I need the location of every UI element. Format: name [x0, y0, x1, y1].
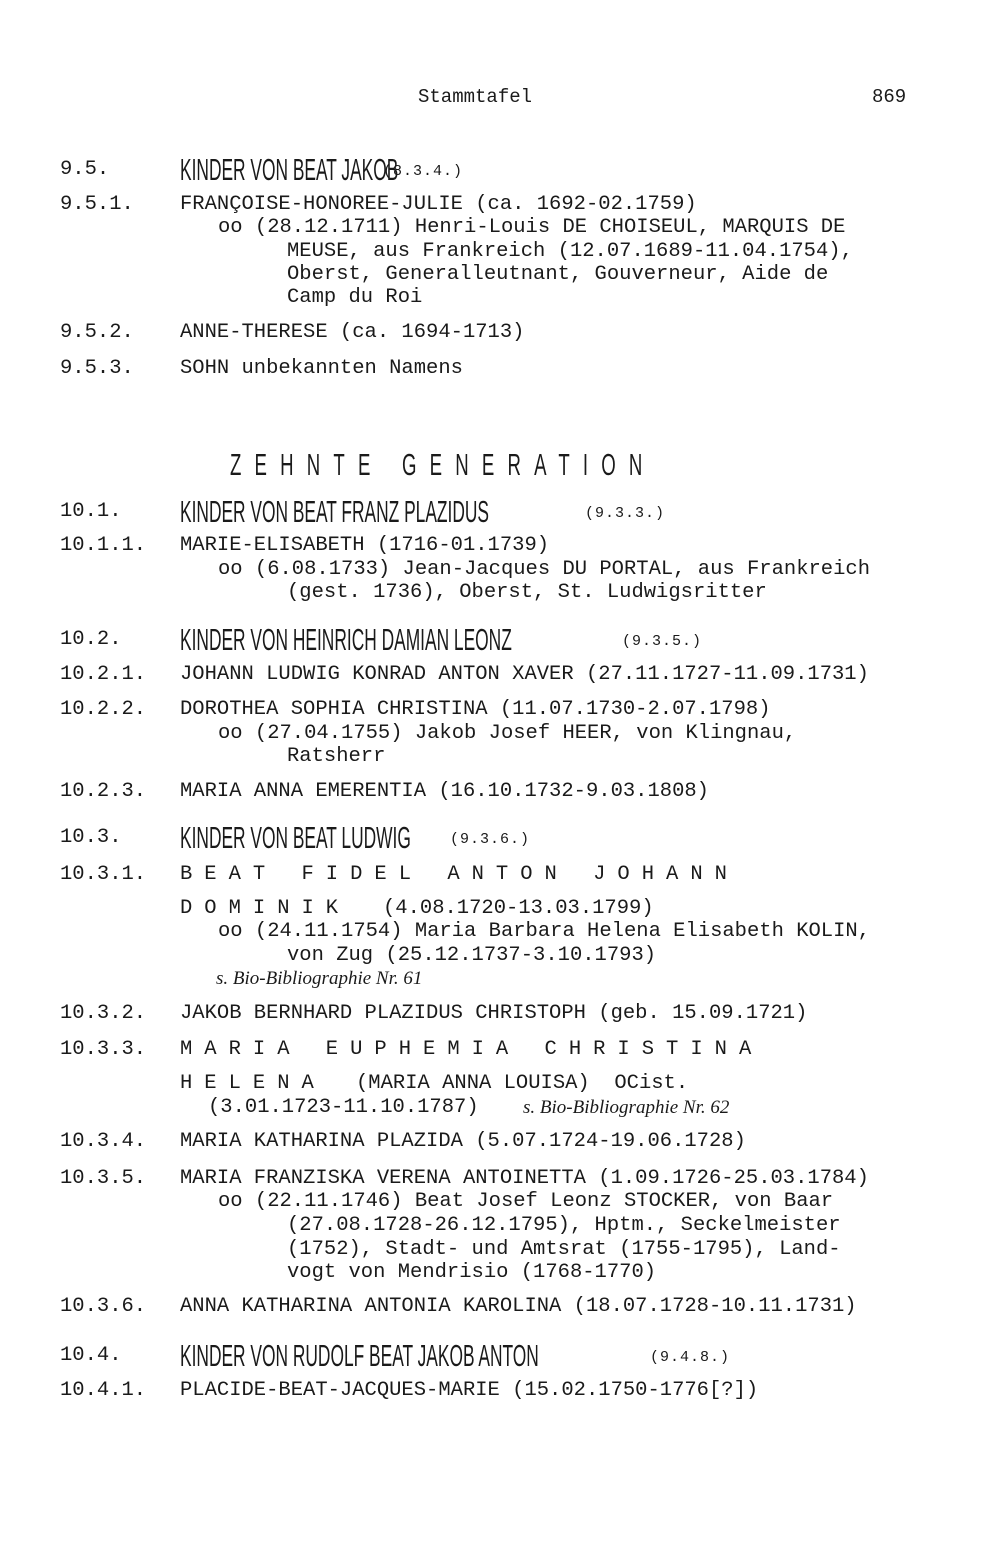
entry-name: MARIA EUPHEMIA CHRISTINA: [180, 1038, 764, 1061]
entry-number: 10.3.1.: [60, 863, 147, 886]
section-number: 10.2.: [60, 628, 122, 651]
entry-number: 10.3.6.: [60, 1295, 147, 1318]
entry-name-cont: DOMINIK: [180, 897, 351, 920]
generation-heading: ZEHNTE GENERATION: [230, 447, 656, 482]
entry-line: (1752), Stadt- und Amtsrat (1755-1795), Land-: [287, 1238, 841, 1261]
entry-name: MARIA ANNA EMERENTIA (16.10.1732-9.03.1808): [180, 780, 709, 803]
entry-line: Camp du Roi: [287, 286, 423, 309]
marriage-line: oo (24.11.1754) Maria Barbara Helena Elisabeth KOLIN,: [218, 920, 871, 943]
entry-number: 9.5.3.: [60, 357, 134, 380]
entry-name: DOROTHEA SOPHIA CHRISTINA (11.07.1730-2.07.1798): [180, 698, 771, 721]
entry-name: FRANÇOISE-HONOREE-JULIE (ca. 1692-02.1759): [180, 193, 697, 216]
entry-line: (gest. 1736), Oberst, St. Ludwigsritter: [287, 581, 767, 604]
entry-name: ANNE-THERESE (ca. 1694-1713): [180, 321, 525, 344]
section-ref: (9.3.5.): [622, 633, 703, 650]
entry-number: 10.1.1.: [60, 534, 147, 557]
entry-number: 10.2.1.: [60, 663, 147, 686]
entry-number: 9.5.2.: [60, 321, 134, 344]
section-heading: KINDER VON HEINRICH DAMIAN LEONZ: [180, 622, 512, 657]
entry-name: BEAT FIDEL ANTON JOHANN: [180, 863, 739, 886]
entry-name: MARIA KATHARINA PLAZIDA (5.07.1724-19.06.1728): [180, 1130, 746, 1153]
entry-number: 10.3.2.: [60, 1002, 147, 1025]
section-heading: KINDER VON BEAT LUDWIG: [180, 820, 411, 855]
entry-line: (27.08.1728-26.12.1795), Hptm., Seckelmeister: [287, 1214, 841, 1237]
marriage-line: oo (22.11.1746) Beat Josef Leonz STOCKER, von Baar: [218, 1190, 834, 1213]
marriage-line: oo (27.04.1755) Jakob Josef HEER, von Klingnau,: [218, 722, 797, 745]
entry-line: vogt von Mendrisio (1768-1770): [287, 1261, 657, 1284]
section-number: 10.3.: [60, 826, 122, 849]
entry-number: 10.3.5.: [60, 1167, 147, 1190]
bibliography-reference: s. Bio-Bibliographie Nr. 62: [523, 1097, 730, 1118]
entry-number: 10.3.3.: [60, 1038, 147, 1061]
marriage-line: oo (28.12.1711) Henri-Louis DE CHOISEUL, MARQUIS DE: [218, 216, 846, 239]
page-number: 869: [872, 86, 907, 108]
section-ref: (9.3.6.): [450, 831, 531, 848]
section-ref: (9.3.3.): [585, 505, 666, 522]
bibliography-reference: s. Bio-Bibliographie Nr. 61: [216, 968, 423, 989]
entry-line: MEUSE, aus Frankreich (12.07.1689-11.04.1754),: [287, 240, 853, 263]
entry-name: SOHN unbekannten Namens: [180, 357, 463, 380]
entry-name: JAKOB BERNHARD PLAZIDUS CHRISTOPH (geb. 15.09.1721): [180, 1002, 808, 1025]
entry-line: (MARIA ANNA LOUISA) OCist.: [356, 1072, 689, 1095]
entry-name: ANNA KATHARINA ANTONIA KAROLINA (18.07.1728-10.11.1731): [180, 1295, 857, 1318]
section-heading: KINDER VON BEAT FRANZ PLAZIDUS: [180, 494, 489, 529]
entry-name: MARIA FRANZISKA VERENA ANTOINETTA (1.09.1726-25.03.1784): [180, 1167, 869, 1190]
entry-number: 9.5.1.: [60, 193, 134, 216]
marriage-line: oo (6.08.1733) Jean-Jacques DU PORTAL, aus Frankreich: [218, 558, 871, 581]
entry-name-cont: HELENA: [180, 1072, 326, 1095]
section-ref: (9.4.8.): [650, 1349, 731, 1366]
entry-dates: (4.08.1720-13.03.1799): [383, 897, 654, 920]
entry-line: Oberst, Generalleutnant, Gouverneur, Aide de: [287, 263, 829, 286]
section-heading: KINDER VON RUDOLF BEAT JAKOB ANTON: [180, 1338, 539, 1373]
entry-number: 10.2.2.: [60, 698, 147, 721]
running-title: Stammtafel: [418, 86, 533, 108]
section-number: 9.5.: [60, 158, 110, 181]
entry-line: Ratsherr: [287, 745, 386, 768]
section-number: 10.1.: [60, 500, 122, 523]
section-heading: KINDER VON BEAT JAKOB: [180, 152, 399, 187]
section-number: 10.4.: [60, 1344, 122, 1367]
section-ref: (8.3.4.): [383, 163, 464, 180]
entry-name: PLACIDE-BEAT-JACQUES-MARIE (15.02.1750-1776[?]): [180, 1379, 759, 1402]
entry-name: MARIE-ELISABETH (1716-01.1739): [180, 534, 550, 557]
entry-dates: (3.01.1723-11.10.1787): [208, 1096, 479, 1119]
entry-number: 10.3.4.: [60, 1130, 147, 1153]
entry-line: von Zug (25.12.1737-3.10.1793): [287, 944, 657, 967]
entry-number: 10.4.1.: [60, 1379, 147, 1402]
entry-number: 10.2.3.: [60, 780, 147, 803]
entry-name: JOHANN LUDWIG KONRAD ANTON XAVER (27.11.1727-11.09.1731): [180, 663, 869, 686]
